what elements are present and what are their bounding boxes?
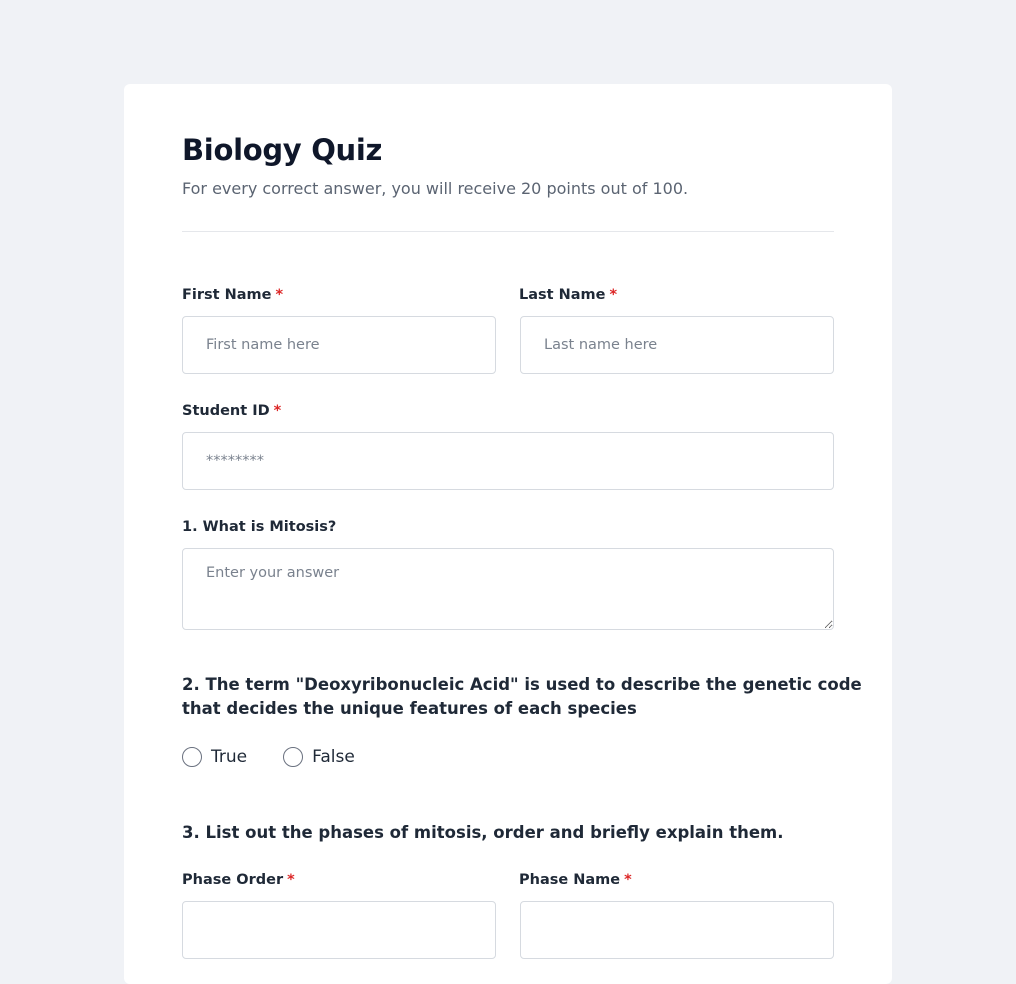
question-3-text: 3. List out the phases of mitosis, order and briefly explain them. [182, 823, 784, 842]
question-1-answer-textarea[interactable] [182, 548, 834, 630]
question-2-text [182, 673, 862, 721]
phase-name-label-text: Phase Name [519, 872, 621, 888]
phase-name-input[interactable] [520, 901, 834, 959]
question-2-line-1: 2. The term "Deoxyribonucleic Acid" is used to describe the genetic code [182, 675, 862, 694]
radio-option-false[interactable] [283, 747, 355, 767]
radio-option-false-label: False [312, 747, 355, 767]
required-marker: * [273, 403, 282, 419]
student-id-input[interactable] [182, 432, 834, 490]
radio-circle-icon[interactable] [283, 747, 303, 767]
phase-name-label [519, 872, 632, 888]
question-1-label: 1. What is Mitosis? [182, 519, 337, 535]
first-name-label [182, 287, 283, 303]
last-name-label-text: Last Name [519, 287, 606, 303]
last-name-input[interactable] [520, 316, 834, 374]
first-name-label-text: First Name [182, 287, 272, 303]
phase-order-label-text: Phase Order [182, 872, 284, 888]
first-name-input[interactable] [182, 316, 496, 374]
student-id-label-text: Student ID [182, 403, 270, 419]
radio-option-true-label: True [211, 747, 248, 767]
question-2-radio-group [182, 747, 355, 767]
question-2-line-2: that decides the unique features of each species [182, 699, 637, 718]
radio-option-true[interactable] [182, 747, 247, 767]
student-id-label [182, 403, 281, 419]
page-subtitle: For every correct answer, you will receive 20 points out of 100. [182, 179, 689, 198]
required-marker: * [609, 287, 618, 303]
required-marker: * [287, 872, 295, 888]
radio-circle-icon[interactable] [182, 747, 202, 767]
phase-order-input[interactable] [182, 901, 496, 959]
last-name-label [519, 287, 617, 303]
page-title: Biology Quiz [182, 133, 383, 167]
required-marker: * [275, 287, 284, 303]
phase-order-label [182, 872, 295, 888]
required-marker: * [624, 872, 632, 888]
quiz-card [124, 84, 892, 984]
divider [182, 231, 834, 232]
